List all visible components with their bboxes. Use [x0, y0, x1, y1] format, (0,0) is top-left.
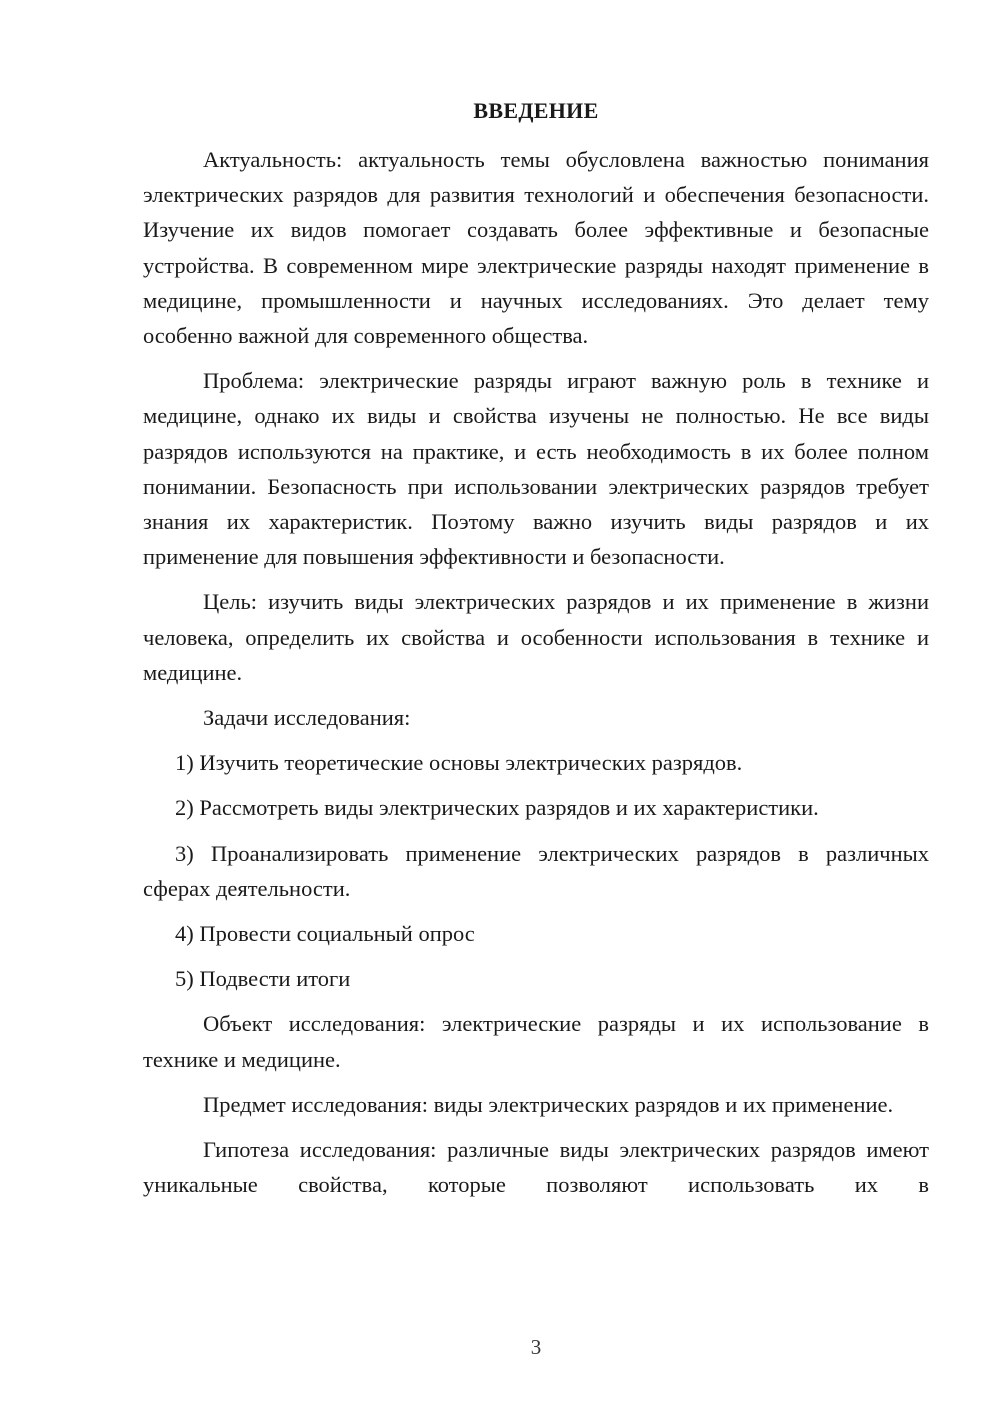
- paragraph-object: Объект исследования: электрические разряды и их использование в технике и медицине.: [143, 1011, 929, 1072]
- document-body: [143, 142, 929, 1212]
- paragraph-subject: Предмет исследования: виды электрических разрядов и их применение.: [203, 1091, 894, 1117]
- list-item: 1) Изучить теоретические основы электрических разрядов.: [175, 750, 743, 776]
- page-title: ВВЕДЕНИЕ: [473, 98, 599, 123]
- list-item: 2) Рассмотреть виды электрических разрядов и их характеристики.: [175, 795, 819, 821]
- list-item: 5) Подвести итоги: [175, 966, 351, 992]
- paragraph-goal: Цель: изучить виды электрических разрядов и их применение в жизни человека, определить их свойства и особенности использования в технике и медицине.: [143, 589, 929, 685]
- list-item: 4) Провести социальный опрос: [175, 921, 475, 947]
- paragraph-hypothesis: Гипотеза исследования: различные виды электрических разрядов имеют уникальные свойства, которые позволяют использовать их в: [143, 1137, 929, 1198]
- paragraph-problem: Проблема: электрические разряды играют важную роль в технике и медицине, однако их виды и свойства изучены не полностью. Не все виды разрядов используются на практике, и есть необходимость в их более полном понимании. Безопасность при использовании электрических разрядов требует знания их характеристик. Поэтому важно изучить виды разрядов и их применение для повышения эффективности и безопасности.: [143, 368, 929, 570]
- paragraph-relevance: Актуальность: актуальность темы обусловлена важностью понимания электрических разрядов для развития технологий и обеспечения безопасности. Изучение их видов помогает создавать более эффективные и безопасные устройства. В современном мире электрические разряды находят применение в медицине, промышленности и научных исследованиях. Это делает тему особенно важной для современного общества.: [143, 147, 929, 349]
- list-item: 3) Проанализировать применение электрических разрядов в различных сферах деятельности.: [143, 840, 929, 901]
- page-number: 3: [530, 1335, 542, 1359]
- paragraph-tasks-heading: Задачи исследования:: [203, 705, 411, 731]
